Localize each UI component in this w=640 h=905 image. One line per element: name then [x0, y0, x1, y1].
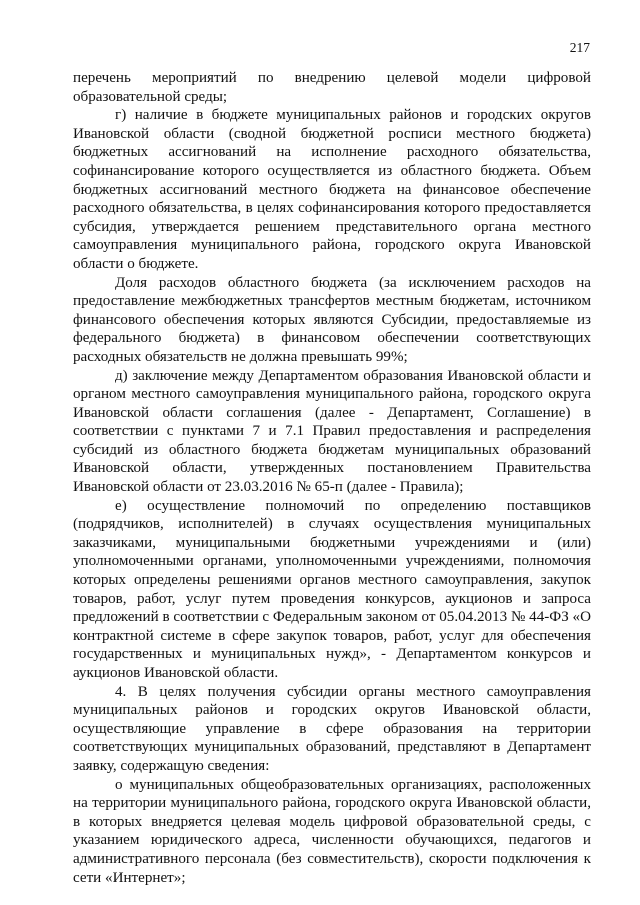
paragraph-section-4-application: 4. В целях получения субсидии органы местного самоуправления муниципальных районов и городских округов Ивановской области, осуществляющие управление в сфере образования на территории соответствующих муниципальных образований, представляют в Департамент заявку, содержащую сведения: — [73, 683, 591, 774]
paragraph-schools-information: о муниципальных общеобразовательных организациях, расположенных на территории муниципального района, городского округа Ивановской области, в которых внедряется целевая модель цифровой образовательной среды, с указанием юридического адреса, численности обучающихся, педагогов и административного персонала (без совместительств), скорости подключения к сети «Интернет»; — [73, 776, 591, 886]
page-number: 217 — [569, 40, 590, 55]
paragraph-condition-g-budget: г) наличие в бюджете муниципальных районов и городских округов Ивановской области (сводной бюджетной росписи местного бюджета) бюджетных ассигнований на исполнение расходного обязательства, софинансирование которого осуществляется из областного бюджета. Объем бюджетных ассигнований местного бюджета на финансовое обеспечение расходного обязательства, в целях софинансирования которого предоставляется субсидия, утверждается решением представительного органа местного самоуправления муниципального района, городского округа Ивановской области о бюджете. — [73, 107, 591, 272]
paragraph-digital-environment-list: перечень мероприятий по внедрению целевой модели цифровой образовательной среды; — [73, 70, 591, 105]
paragraph-regional-budget-share: Доля расходов областного бюджета (за исключением расходов на предоставление межбюджетных трансфертов местным бюджетам, источником финансового обеспечения которых являются Субсидии, предоставляемые из федерального бюджета) в финансовом обеспечении соответствующих расходных обязательств не должна превышать 99%; — [73, 274, 591, 365]
paragraph-condition-d-agreement: д) заключение между Департаментом образования Ивановской области и органом местного самоуправления муниципального района, городского округа Ивановской области соглашения (далее - Департамент, Соглашение) в соответствии с пунктами 7 и 7.1 Правил предоставления и распределения субсидий из областного бюджета бюджетам муниципальных образований Ивановской области, утвержденных постановлением Правительства Ивановской области от 23.03.2016 № 65-п (далее - Правила); — [73, 367, 591, 496]
paragraph-condition-e-procurement: е) осуществление полномочий по определению поставщиков (подрядчиков, исполнителей) в случаях осуществления муниципальных заказчиками, муниципальными бюджетными учреждениями и (или) уполномоченными органами, уполномоченными учреждениями, полномочия которых определены решениями органов местного самоуправления, закупок товаров, работ, услуг путем проведения конкурсов, аукционов и запроса предложений в соответствии с Федеральным законом от 05.04.2013 № 44-ФЗ «О контрактной системе в сфере закупок товаров, работ, услуг для обеспечения государственных и муниципальных нужд», - Департаментом конкурсов и аукционов Ивановской области. — [73, 497, 591, 681]
document-body — [73, 69, 591, 887]
